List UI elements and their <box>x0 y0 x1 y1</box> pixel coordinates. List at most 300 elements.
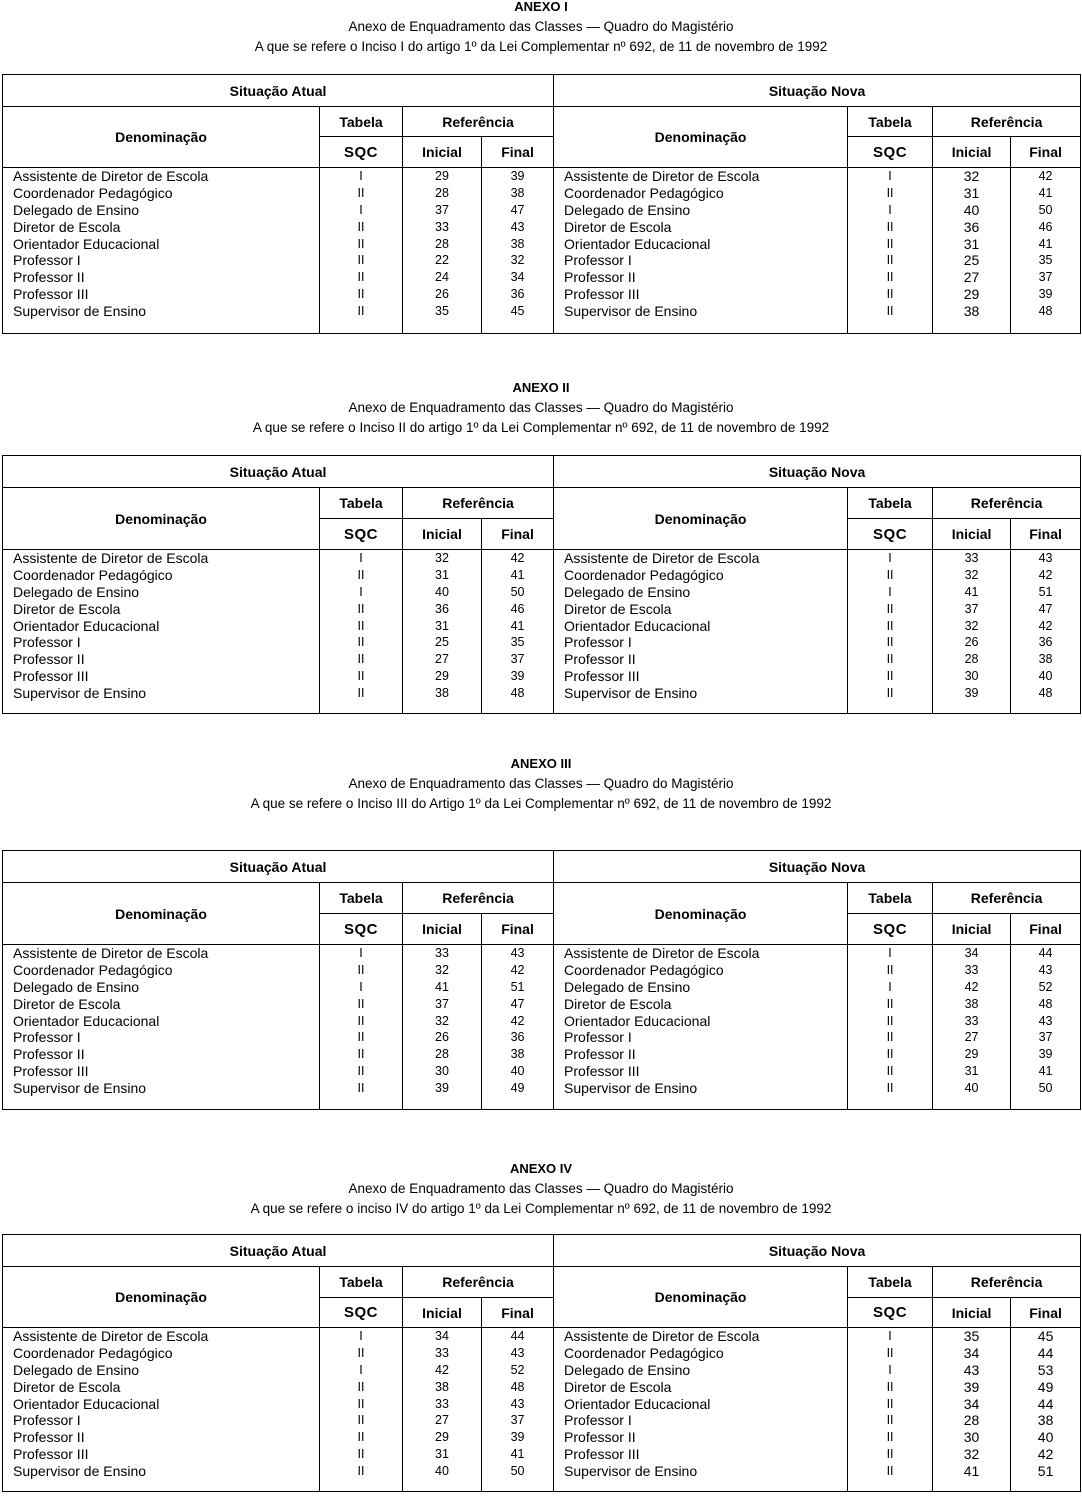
table-cell: II <box>357 601 365 616</box>
col-final-atual <box>482 550 554 714</box>
table-cell: II <box>357 1047 365 1062</box>
table-cell: II <box>357 669 365 684</box>
header-denominacao: Denominação <box>3 488 320 550</box>
header-denominacao: Denominação <box>3 1267 320 1328</box>
table-cell: II <box>886 962 894 977</box>
table-cell: 32 <box>963 1446 980 1463</box>
table-cell: 40 <box>1037 1429 1054 1446</box>
table-cell: 50 <box>510 584 525 599</box>
table-cell: II <box>357 1379 365 1394</box>
table-cell: 35 <box>1038 253 1053 268</box>
table-cell: 32 <box>964 618 979 633</box>
table-cell: 32 <box>963 168 980 184</box>
table-cell: 48 <box>1038 304 1053 319</box>
table-cell: Professor II <box>13 269 85 286</box>
annex-table <box>2 850 1081 1110</box>
header-situacao-atual: Situação Atual <box>3 851 554 883</box>
table-cell: II <box>357 567 365 582</box>
col-denominacao-nova <box>554 168 848 334</box>
annex-reference: A que se refere o Inciso III do Artigo 1º da Lei Complementar nº 692, de 11 de novembro de 1992 <box>250 796 832 811</box>
header-referencia: Referência <box>403 488 554 519</box>
table-cell: Assistente de Diretor de Escola <box>13 945 209 961</box>
table-cell: Diretor de Escola <box>13 600 121 617</box>
table-cell: 34 <box>435 1329 449 1343</box>
header-denominacao: Denominação <box>554 107 848 168</box>
table-cell: II <box>886 1413 894 1428</box>
annex-subtitle: Anexo de Enquadramento das Classes — Quadro do Magistério <box>348 776 734 791</box>
table-cell: 42 <box>964 979 979 994</box>
table-cell: 32 <box>964 567 979 582</box>
annex-subtitle: Anexo de Enquadramento das Classes — Quadro do Magistério <box>348 1181 734 1196</box>
table-cell: II <box>886 304 894 319</box>
annex-title: ANEXO IV <box>509 1161 573 1176</box>
table-cell: 36 <box>1038 635 1053 650</box>
table-cell: 40 <box>963 201 980 218</box>
table-cell: 42 <box>1038 618 1053 633</box>
header-situacao-atual: Situação Atual <box>3 75 554 107</box>
table-cell: 45 <box>510 304 525 319</box>
table-cell: 33 <box>964 962 979 977</box>
table-cell: 36 <box>435 601 449 616</box>
table-cell: II <box>886 1464 894 1479</box>
table-cell: 46 <box>510 601 525 616</box>
table-cell: 33 <box>435 1396 449 1411</box>
table-cell: II <box>886 1030 894 1045</box>
table-cell: 36 <box>510 287 525 302</box>
table-cell: II <box>357 618 365 633</box>
table-cell: 41 <box>510 618 525 633</box>
header-final: Final <box>1011 1298 1081 1328</box>
table-cell: II <box>886 253 894 268</box>
header-inicial: Inicial <box>933 137 1011 168</box>
table-cell: I <box>359 202 363 217</box>
table-cell: 47 <box>510 202 525 217</box>
table-cell: 31 <box>435 567 449 582</box>
table-cell: 37 <box>1038 1030 1053 1045</box>
table-cell: 41 <box>1038 185 1053 200</box>
table-cell: 27 <box>963 269 980 286</box>
table-cell: 26 <box>964 635 979 650</box>
header-sqc: SQC <box>320 137 403 168</box>
table-cell: Coordenador Pedagógico <box>13 961 173 978</box>
table-cell: II <box>357 270 365 285</box>
header-referencia: Referência <box>403 107 554 137</box>
table-cell: 38 <box>1037 1412 1054 1429</box>
table-cell: II <box>886 669 894 684</box>
col-denominacao-atual <box>3 550 320 714</box>
col-inicial-atual <box>403 1328 482 1492</box>
table-cell: II <box>357 185 365 200</box>
table-cell: II <box>886 686 894 701</box>
table-cell: 33 <box>435 219 449 234</box>
table-cell: Professor I <box>13 252 81 269</box>
annex-header <box>0 0 1082 57</box>
table-cell: 24 <box>435 270 449 285</box>
header-situacao-nova: Situação Nova <box>554 75 1081 107</box>
table-cell: Delegado de Ensino <box>13 201 140 218</box>
table-cell: 37 <box>510 652 525 667</box>
table-cell: Orientador Educacional <box>564 1012 711 1029</box>
table-cell: II <box>886 1396 894 1411</box>
header-inicial: Inicial <box>403 137 482 168</box>
col-denominacao-atual <box>3 945 320 1110</box>
table-cell: Professor I <box>564 252 632 269</box>
table-cell: Diretor de Escola <box>564 1378 672 1395</box>
table-cell: I <box>888 946 892 960</box>
table-cell: Diretor de Escola <box>13 1378 121 1395</box>
table-cell: 47 <box>1038 601 1053 616</box>
table-cell: 32 <box>435 1013 449 1028</box>
table-cell: I <box>888 1362 892 1377</box>
table-cell: 51 <box>510 979 525 994</box>
col-inicial-nova <box>933 945 1011 1110</box>
table-cell: Coordenador Pedagógico <box>564 566 724 583</box>
table-cell: 29 <box>435 669 449 684</box>
table-cell: II <box>357 1413 365 1428</box>
annex-header <box>0 754 1082 814</box>
table-cell: 38 <box>1038 652 1053 667</box>
table-cell: 34 <box>963 1395 980 1412</box>
table-cell: 40 <box>1038 669 1053 684</box>
table-cell: 42 <box>510 962 525 977</box>
table-cell: II <box>886 1047 894 1062</box>
table-cell: I <box>359 551 363 565</box>
table-cell: 40 <box>435 1464 449 1479</box>
table-cell: 38 <box>510 236 525 251</box>
table-cell: II <box>357 1464 365 1479</box>
annex-reference: A que se refere o Inciso II do artigo 1º da Lei Complementar nº 692, de 11 de novembro de 1992 <box>252 420 830 435</box>
col-denominacao-nova <box>554 550 848 714</box>
table-cell: II <box>886 185 894 200</box>
table-cell: 39 <box>964 686 979 701</box>
table-cell: 42 <box>1037 1446 1054 1463</box>
annex-header <box>0 1159 1082 1219</box>
table-cell: Professor III <box>564 1063 640 1080</box>
table-cell: Diretor de Escola <box>564 600 672 617</box>
header-sqc: SQC <box>848 137 933 168</box>
table-cell: 37 <box>435 996 449 1011</box>
table-cell: Supervisor de Ensino <box>564 1080 698 1097</box>
table-cell: Supervisor de Ensino <box>13 303 147 320</box>
header-referencia: Referência <box>403 1267 554 1298</box>
table-cell: 27 <box>435 1413 449 1428</box>
table-cell: 25 <box>435 635 449 650</box>
table-cell: 42 <box>510 551 525 565</box>
table-cell: Delegado de Ensino <box>13 583 140 600</box>
annex-table <box>2 74 1081 334</box>
table-cell: 50 <box>1038 202 1053 217</box>
table-cell: 53 <box>1037 1361 1054 1378</box>
table-cell: 48 <box>1038 996 1053 1011</box>
table-cell: 42 <box>1038 567 1053 582</box>
header-final: Final <box>482 914 554 945</box>
table-cell: 38 <box>964 996 979 1011</box>
table-cell: Professor II <box>564 651 636 668</box>
table-cell: II <box>886 996 894 1011</box>
table-cell: 43 <box>510 1396 525 1411</box>
table-cell: 37 <box>510 1413 525 1428</box>
table-cell: 30 <box>964 669 979 684</box>
header-referencia: Referência <box>933 488 1081 519</box>
table-cell: II <box>357 253 365 268</box>
table-cell: 35 <box>510 635 525 650</box>
annex-subtitle: Anexo de Enquadramento das Classes — Quadro do Magistério <box>348 19 734 34</box>
header-inicial: Inicial <box>403 519 482 550</box>
table-cell: 32 <box>510 253 525 268</box>
table-cell: 29 <box>435 1430 449 1445</box>
table-cell: 48 <box>1038 686 1053 701</box>
table-cell: Diretor de Escola <box>564 218 672 235</box>
table-cell: 47 <box>510 996 525 1011</box>
table-cell: 40 <box>964 1081 979 1096</box>
table-cell: I <box>888 169 892 183</box>
table-cell: Assistente de Diretor de Escola <box>564 1328 760 1344</box>
col-sqc-nova <box>848 1328 933 1492</box>
table-cell: Professor II <box>13 1429 85 1446</box>
table-cell: II <box>357 1030 365 1045</box>
header-situacao-nova: Situação Nova <box>554 851 1081 883</box>
table-cell: 42 <box>1038 169 1053 183</box>
annex-table <box>2 455 1081 714</box>
table-cell: II <box>886 618 894 633</box>
table-cell: 27 <box>964 1030 979 1045</box>
col-inicial-nova <box>933 1328 1011 1492</box>
table-cell: Professor II <box>564 1429 636 1446</box>
table-cell: 52 <box>510 1362 525 1377</box>
table-cell: II <box>357 1447 365 1462</box>
table-cell: 36 <box>963 218 980 235</box>
table-cell: 50 <box>1038 1081 1053 1096</box>
table-cell: 31 <box>435 1447 449 1462</box>
table-cell: 50 <box>510 1464 525 1479</box>
col-sqc-nova <box>848 168 933 334</box>
table-cell: 32 <box>435 962 449 977</box>
table-cell: 36 <box>510 1030 525 1045</box>
table-cell: II <box>357 287 365 302</box>
table-cell: Professor I <box>13 1029 81 1046</box>
table-cell: 42 <box>435 1362 449 1377</box>
col-denominacao-nova <box>554 1328 848 1492</box>
table-cell: 31 <box>963 235 980 252</box>
table-cell: 28 <box>435 185 449 200</box>
table-cell: II <box>886 1447 894 1462</box>
header-denominacao: Denominação <box>3 107 320 168</box>
table-cell: II <box>886 219 894 234</box>
table-cell: II <box>357 1345 365 1360</box>
table-cell: 34 <box>964 946 979 960</box>
table-cell: 38 <box>435 1379 449 1394</box>
annex-reference: A que se refere o inciso IV do artigo 1º da Lei Complementar nº 692, de 11 de novembro de 1992 <box>250 1201 832 1216</box>
table-cell: 39 <box>510 1430 525 1445</box>
table-cell: II <box>357 686 365 701</box>
table-cell: II <box>357 962 365 977</box>
table-cell: 43 <box>510 219 525 234</box>
table-cell: 37 <box>964 601 979 616</box>
table-cell: II <box>886 567 894 582</box>
table-cell: Delegado de Ensino <box>564 1361 691 1378</box>
col-final-nova <box>1011 1328 1081 1492</box>
table-cell: Professor I <box>564 1412 632 1429</box>
table-cell: I <box>359 979 363 994</box>
table-cell: I <box>359 1329 363 1343</box>
table-cell: Supervisor de Ensino <box>13 1080 147 1097</box>
table-cell: 22 <box>435 253 449 268</box>
table-cell: Professor III <box>13 668 89 685</box>
table-cell: 33 <box>435 946 449 960</box>
table-cell: 30 <box>963 1429 980 1446</box>
table-cell: Assistente de Diretor de Escola <box>13 550 209 566</box>
annex-reference: A que se refere o Inciso I do artigo 1º da Lei Complementar nº 692, de 11 de novembro de 1992 <box>254 39 828 54</box>
header-final: Final <box>1011 914 1081 945</box>
col-inicial-atual <box>403 168 482 334</box>
table-cell: II <box>886 236 894 251</box>
header-denominacao: Denominação <box>554 883 848 945</box>
annex-title: ANEXO III <box>510 756 572 771</box>
table-cell: Delegado de Ensino <box>564 583 691 600</box>
table-cell: Supervisor de Ensino <box>564 685 698 702</box>
header-final: Final <box>1011 519 1081 550</box>
table-cell: Supervisor de Ensino <box>13 685 147 702</box>
col-final-nova <box>1011 168 1081 334</box>
col-final-atual <box>482 945 554 1110</box>
table-cell: 25 <box>963 252 980 269</box>
table-cell: II <box>357 996 365 1011</box>
table-cell: II <box>357 635 365 650</box>
table-cell: Orientador Educacional <box>13 1395 160 1412</box>
col-denominacao-nova <box>554 945 848 1110</box>
annex-header <box>0 378 1082 438</box>
table-cell: 28 <box>435 1047 449 1062</box>
table-cell: 39 <box>435 1081 449 1096</box>
table-cell: Assistente de Diretor de Escola <box>13 1328 209 1344</box>
header-situacao-nova: Situação Nova <box>554 1235 1081 1267</box>
table-cell: 39 <box>963 1378 980 1395</box>
table-cell: Delegado de Ensino <box>13 978 140 995</box>
table-cell: Coordenador Pedagógico <box>564 961 724 978</box>
header-final: Final <box>1011 137 1081 168</box>
table-cell: 41 <box>963 1463 980 1480</box>
table-cell: Professor III <box>13 1063 89 1080</box>
table-cell: 49 <box>1037 1378 1054 1395</box>
table-cell: 26 <box>435 287 449 302</box>
header-tabela: Tabela <box>848 488 933 519</box>
header-referencia: Referência <box>933 1267 1081 1298</box>
table-cell: 31 <box>435 618 449 633</box>
annex-table <box>2 1234 1081 1492</box>
table-cell: Professor III <box>564 286 640 303</box>
table-cell: 39 <box>1038 287 1053 302</box>
col-sqc-atual <box>320 1328 403 1492</box>
col-final-nova <box>1011 550 1081 714</box>
table-cell: 38 <box>510 185 525 200</box>
table-cell: Supervisor de Ensino <box>564 303 698 320</box>
table-cell: 45 <box>1037 1328 1054 1344</box>
table-cell: II <box>886 1379 894 1394</box>
table-cell: 34 <box>963 1344 980 1361</box>
header-sqc: SQC <box>848 1298 933 1328</box>
col-inicial-atual <box>403 945 482 1110</box>
table-cell: Assistente de Diretor de Escola <box>564 550 760 566</box>
table-cell: I <box>359 946 363 960</box>
table-cell: 43 <box>1038 962 1053 977</box>
table-cell: I <box>888 1329 892 1343</box>
header-inicial: Inicial <box>933 519 1011 550</box>
table-cell: 48 <box>510 1379 525 1394</box>
table-cell: II <box>886 1081 894 1096</box>
header-sqc: SQC <box>320 1298 403 1328</box>
table-cell: II <box>886 1345 894 1360</box>
table-cell: 43 <box>1038 1013 1053 1028</box>
table-cell: II <box>357 1064 365 1079</box>
table-cell: Professor III <box>564 1446 640 1463</box>
header-referencia: Referência <box>933 107 1081 137</box>
table-cell: 29 <box>964 1047 979 1062</box>
table-cell: Orientador Educacional <box>13 1012 160 1029</box>
col-sqc-atual <box>320 945 403 1110</box>
table-cell: Diretor de Escola <box>564 995 672 1012</box>
col-final-nova <box>1011 945 1081 1110</box>
header-tabela: Tabela <box>320 107 403 137</box>
table-cell: 39 <box>1038 1047 1053 1062</box>
table-cell: Orientador Educacional <box>564 617 711 634</box>
table-cell: Orientador Educacional <box>13 617 160 634</box>
col-sqc-nova <box>848 945 933 1110</box>
table-cell: 28 <box>435 236 449 251</box>
header-final: Final <box>482 137 554 168</box>
table-cell: 43 <box>1038 551 1053 565</box>
table-cell: II <box>357 219 365 234</box>
table-cell: 40 <box>510 1064 525 1079</box>
table-cell: Orientador Educacional <box>564 235 711 252</box>
header-denominacao: Denominação <box>3 883 320 945</box>
header-inicial: Inicial <box>933 914 1011 945</box>
table-cell: 31 <box>964 1064 979 1079</box>
table-cell: 39 <box>510 169 525 183</box>
table-cell: 49 <box>510 1081 525 1096</box>
table-cell: 37 <box>1038 270 1053 285</box>
table-cell: 31 <box>963 184 980 201</box>
annex-subtitle: Anexo de Enquadramento das Classes — Quadro do Magistério <box>348 400 734 415</box>
table-cell: 41 <box>1038 236 1053 251</box>
table-cell: Orientador Educacional <box>564 1395 711 1412</box>
table-cell: 33 <box>964 551 979 565</box>
table-cell: II <box>886 635 894 650</box>
table-cell: 44 <box>510 1329 525 1343</box>
table-cell: Professor II <box>13 651 85 668</box>
header-final: Final <box>482 519 554 550</box>
table-cell: 37 <box>435 202 449 217</box>
table-cell: 26 <box>435 1030 449 1045</box>
table-cell: Professor I <box>13 634 81 651</box>
col-sqc-nova <box>848 550 933 714</box>
table-cell: II <box>886 270 894 285</box>
table-cell: Coordenador Pedagógico <box>564 184 724 201</box>
table-cell: 30 <box>435 1064 449 1079</box>
col-final-atual <box>482 168 554 334</box>
table-cell: Supervisor de Ensino <box>564 1463 698 1480</box>
table-cell: Diretor de Escola <box>13 995 121 1012</box>
header-inicial: Inicial <box>403 1298 482 1328</box>
header-situacao-atual: Situação Atual <box>3 456 554 488</box>
table-cell: Professor III <box>13 286 89 303</box>
col-inicial-nova <box>933 550 1011 714</box>
header-final: Final <box>482 1298 554 1328</box>
table-cell: 41 <box>510 567 525 582</box>
table-cell: 51 <box>1038 584 1053 599</box>
table-cell: 28 <box>963 1412 980 1429</box>
header-sqc: SQC <box>848 914 933 945</box>
table-cell: 43 <box>963 1361 980 1378</box>
